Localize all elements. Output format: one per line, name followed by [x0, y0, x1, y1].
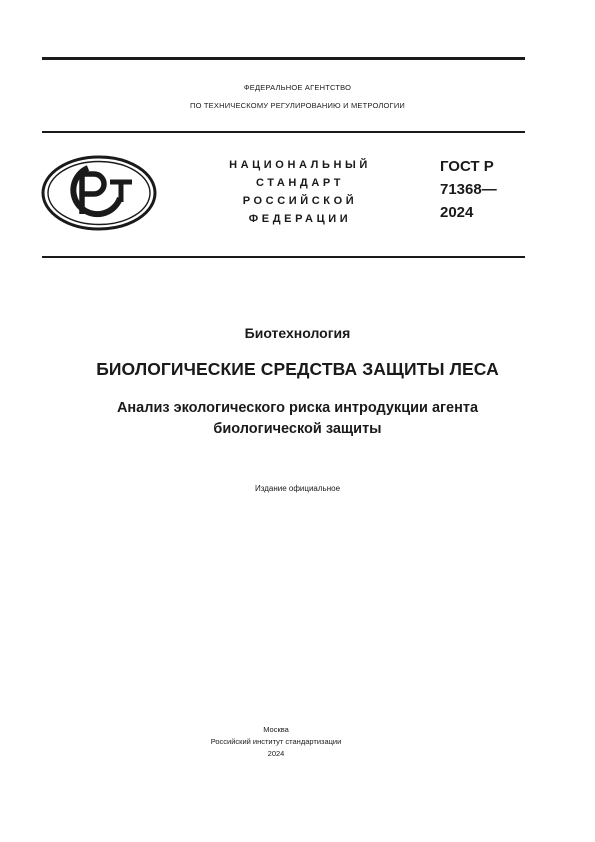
top-divider — [42, 57, 525, 60]
description-line2: биологической защиты — [213, 421, 382, 437]
standard-type-block — [200, 156, 400, 228]
standard-type-line3: РОССИЙСКОЙ — [242, 195, 358, 207]
imprint-year: 2024 — [267, 749, 285, 758]
document-description — [0, 398, 595, 440]
document-title: БИОЛОГИЧЕСКИЕ СРЕДСТВА ЗАЩИТЫ ЛЕСА — [96, 359, 499, 379]
imprint-publisher: Российский институт стандартизации — [210, 737, 342, 746]
designation-line3: 2024 — [440, 204, 474, 221]
edition-note: Издание официальное — [254, 484, 341, 493]
standard-designation — [440, 155, 497, 224]
title-block-divider — [42, 256, 525, 258]
rst-logo-icon — [40, 154, 158, 237]
imprint-city: Москва — [263, 725, 289, 734]
standard-type-line4: ФЕДЕРАЦИИ — [248, 213, 352, 225]
description-line1: Анализ экологического риска интродукции агента — [116, 400, 479, 416]
document-subtitle: Биотехнология — [244, 325, 351, 341]
imprint-block — [0, 724, 552, 760]
designation-line1: ГОСТ Р — [440, 158, 494, 175]
standard-type-line1: НАЦИОНАЛЬНЫЙ — [229, 159, 371, 171]
designation-line2: 71368— — [440, 181, 497, 198]
agency-name-line1: ФЕДЕРАЛЬНОЕ АГЕНТСТВО — [243, 83, 352, 92]
standard-type-line2: СТАНДАРТ — [255, 177, 345, 189]
agency-name-line2: ПО ТЕХНИЧЕСКОМУ РЕГУЛИРОВАНИЮ И МЕТРОЛОГИИ — [189, 101, 405, 110]
header-divider — [42, 131, 525, 133]
